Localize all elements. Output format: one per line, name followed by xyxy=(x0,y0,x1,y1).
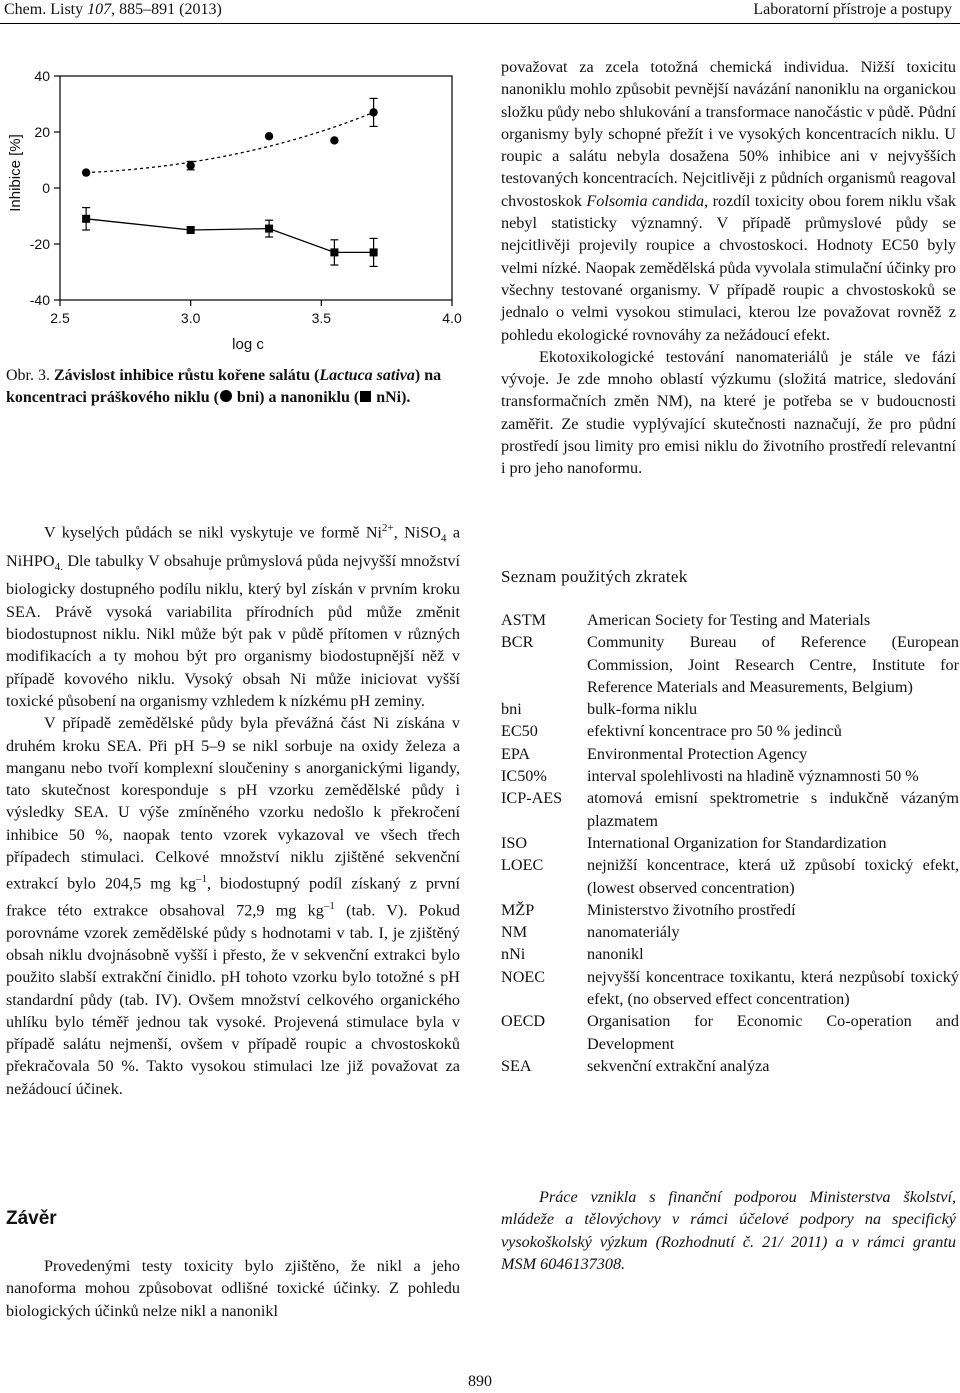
abbreviation-row xyxy=(501,854,959,899)
abbreviation-key: EPA xyxy=(501,744,531,763)
abbreviation-row xyxy=(501,743,959,765)
abbreviation-key: ASTM xyxy=(501,611,546,629)
y-tick-label: 40 xyxy=(34,68,50,84)
y-tick-label: 20 xyxy=(34,124,50,140)
abbreviation-definition: bulk-forma niklu xyxy=(587,700,698,719)
abbreviation-key: NM xyxy=(501,923,528,942)
abbreviation-row xyxy=(501,631,959,698)
section-name: Laboratorní přístroje a postupy xyxy=(753,1,952,18)
abbreviation-definition: Environmental Protection Agency xyxy=(587,744,808,763)
paragraph: V případě zemědělské půdy byla převážná část Ni získána v druhém kroku SEA. Při pH 5–9 se nikl sorbuje na oxidy železa a manganu nebo tvoří komplexní sloučeniny s anorganickými ligandy, tato skutečnost koresponduje s pH vzorku zemědělské půdy i výsledky SEA. U výše zmíněného vzorku nedošlo k překročení inhibice 50 %, naopak tento vzorek vykazoval ve všech třech případech stimulaci. Celkové množství niklu zjištěné sekvenční extrakcí bylo 204,5 mg $kg^{-1}$, biodostupný podíl získaný z první frakce této extrakce obsahoval 72,9 mg $kg^{-1}$ (tab. V). Pokud porovnáme vzorek zemědělské půdy s hodnotami v tab. I, je zjištěný obsah niklu dvojnásobně vyšší i přesto, že v sekvenční extrakci bylo použito slabší extrakční činidlo. pH tohoto vzorku bylo totožné s pH standardní půdy (tab. IV). Ovšem množství celkového organického uhlíku bylo téměř jednou tak vysoké. Projevená stimulace byla v případě salátu nejmenší, ovšem v případě roupic a chvostoskoků překračovala 50 %. Takto vysokou stimulaci lze již považovat za nežádoucí účinek. xyxy=(6,714,461,1098)
plot-frame xyxy=(60,76,452,300)
abbreviation-row xyxy=(501,921,959,943)
x-tick-label: 3.0 xyxy=(180,310,201,326)
nni-data-point xyxy=(82,215,90,223)
abbreviation-definition: Community Bureau of Reference (European Commission, Joint Research Centre, Institute for Reference Materials and Measurements, Belgium) xyxy=(587,633,959,696)
abbreviation-key: ISO xyxy=(501,833,528,852)
abbreviation-key: ICP-AES xyxy=(501,789,563,808)
x-tick-label: 2.5 xyxy=(50,310,70,326)
bni-data-point xyxy=(369,108,377,116)
paragraph: Provedenými testy toxicity bylo zjištěno, že nikl a jeho nanoforma mohou způsobovat odlišné toxické účinky. Z pohledu biologických účinků nelze nikl a nanonikl xyxy=(6,1257,460,1320)
paragraph: Ekotoxikologické testování nanomateriálů je stále ve fázi vývoje. Je zde mnoho oblastí výzkumu (složitá matrice, sledování transformačních změn NM), na které je potřeba se v budoucnosti zaměřit. Ze studie vyplývající skutečnosti naznačují, že pro půdní prostředí jsou limity pro emisi niklu do životního prostředí relevantní i pro jeho nanoformu. xyxy=(501,347,956,478)
abbreviation-definition: efektivní koncentrace pro 50 % jedinců xyxy=(587,722,842,741)
abbreviations-heading: Seznam použitých zkratek xyxy=(501,567,688,586)
bni-data-point xyxy=(82,168,90,176)
abbreviation-row xyxy=(501,787,959,832)
abbreviation-key: EC50 xyxy=(501,722,538,741)
abbreviation-row xyxy=(501,966,959,1011)
x-tick-label: 4.0 xyxy=(442,310,462,326)
page-number: 890 xyxy=(468,1373,492,1390)
nni-data-point xyxy=(187,226,195,234)
x-tick-label: 3.5 xyxy=(311,310,332,326)
abbreviation-key: MŽP xyxy=(501,900,535,919)
x-axis-label: log c xyxy=(232,336,264,353)
abbreviation-definition: nejnižší koncentrace, která už způsobí toxický efekt, (lowest observed concentration) xyxy=(587,856,959,897)
nni-data-point xyxy=(330,248,338,256)
abbreviation-definition: International Organization for Standardization xyxy=(587,833,887,852)
abbreviation-key: BCR xyxy=(501,633,534,652)
bni-data-point xyxy=(265,132,273,140)
y-tick-label: -20 xyxy=(29,236,50,252)
paragraph: považovat za zcela totožná chemická individua. Nižší toxicitu nanoniklu mohlo způsobit pevnější navázání nanoniklu na organickou složku půdy nebo shlukování a transformace nanočástic v půdě. Půdní organismy byly schopné přežít i ve vysokých koncentracích niklu. U roupic a salátu nebyla dosažena 50% inhibice ani v nejvyšších testovaných koncentracích. Nejcitlivěji z půdních organismů reagoval chvostoskok Folsomia candida, rozdíl toxicity obou forem niklu však nebyl statisticky významný. V případě průmyslové půdy se nejcitlivěji projevily roupice a chvostoskoci. Hodnoty EC50 byly velmi nízké. Naopak zemědělská půda vyvolala stimulační účinky pro všechny testované organismy. V případě roupic a chvostoskoků se jednalo o velmi vysokou stimulaci, kterou lze považovat rovněž z pohledu ekologické rovnováhy za nežádoucí efekt. xyxy=(501,58,957,344)
bni-data-point xyxy=(186,161,194,169)
abbreviation-key: bni xyxy=(501,700,522,719)
abbreviation-row xyxy=(501,899,959,921)
abbreviation-definition: American Society for Testing and Materials xyxy=(587,611,871,629)
y-tick-label: -40 xyxy=(29,292,50,308)
figure-caption: Obr. 3. Závislost inhibice růstu kořene salátu (Lactuca sativa) na koncentraci práškového niklu ( bni) a nanoniklu ( nNi). xyxy=(6,367,442,406)
abbreviation-row xyxy=(501,943,959,965)
abbreviation-key: IC50% xyxy=(501,767,547,786)
acknowledgement: Práce vznikla s finanční podporou Ministerstva školství, mládeže a tělovýchovy v rámci účelové podpory na specifický vysokoškolský výzkum (Rozhodnutí č. 21/ 2011) a v rámci grantu MSM 6046137308. xyxy=(501,1188,956,1273)
abbreviation-definition: atomová emisní spektrometrie s indukčně vázaným plazmatem xyxy=(587,789,959,830)
abbreviation-key: OECD xyxy=(501,1012,546,1031)
abbreviation-definition: Organisation for Economic Co-operation and Development xyxy=(587,1012,959,1053)
abbreviation-definition: Ministerstvo životního prostředí xyxy=(587,900,796,919)
abbreviation-key: NOEC xyxy=(501,967,546,986)
abbreviation-row xyxy=(501,1010,959,1055)
abbreviation-definition: sekvenční extrakční analýza xyxy=(587,1056,770,1075)
abbreviation-row xyxy=(501,832,959,854)
right-column-body xyxy=(501,56,956,480)
circle-marker-icon xyxy=(219,389,233,403)
nni-data-point xyxy=(265,225,273,233)
series-line xyxy=(86,219,373,253)
abbreviation-row xyxy=(501,720,959,742)
header-rule xyxy=(0,23,960,24)
inhibition-chart xyxy=(0,28,470,378)
abbreviation-row xyxy=(501,1055,959,1077)
square-marker-icon xyxy=(359,390,372,403)
page-header xyxy=(0,0,960,24)
abbreviation-definition: interval spolehlivosti na hladině významnosti 50 % xyxy=(587,767,919,786)
y-axis-label: Inhibice [%] xyxy=(7,134,24,212)
left-column-body xyxy=(6,517,460,1100)
paragraph: V kyselých půdách se nikl vyskytuje ve formě $Ni^{2+}$, NiSO$_4$ a NiHPO$_{4.}$ Dle tabulky V obsahuje průmyslová půda nejvyšší množství biologicky dostupného podílu niklu, který byl získán v prvním kroku SEA. Právě vysoká variabilita přírodních půd může změnit biodostupnost niklu. Nikl může být pak v půdě přítomen v různých modifikacích a ty mohou být pro organismy biodostupnější něž v případě kovového niklu. Vysoký obsah Ni může iniciovat vyšší toxické působení na organismy vzhledem k nízkému pH zeminy. xyxy=(6,522,461,710)
abbreviation-row xyxy=(501,698,959,720)
conclusion-heading: Závěr xyxy=(6,1208,57,1229)
journal-citation: Chem. Listy 107, 885–891 (2013) xyxy=(4,1,222,18)
nni-data-point xyxy=(370,248,378,256)
abbreviation-definition: nanonikl xyxy=(587,945,644,964)
abbreviation-definition: nanomateriály xyxy=(587,923,680,942)
abbreviation-definition: nejvyšší koncentrace toxikantu, která nezpůsobí toxický efekt, (no observed effect concentration) xyxy=(587,967,959,1009)
conclusion-body xyxy=(6,1255,460,1322)
y-tick-label: 0 xyxy=(42,180,50,196)
abbreviation-key: SEA xyxy=(501,1056,532,1075)
bni-data-point xyxy=(330,136,338,144)
abbreviation-key: nNi xyxy=(501,945,526,964)
abbreviation-row xyxy=(501,765,959,787)
abbreviation-key: LOEC xyxy=(501,856,544,875)
abbreviation-row xyxy=(501,609,959,631)
series-fit-line xyxy=(86,112,373,172)
abbreviations-list xyxy=(501,609,959,1077)
